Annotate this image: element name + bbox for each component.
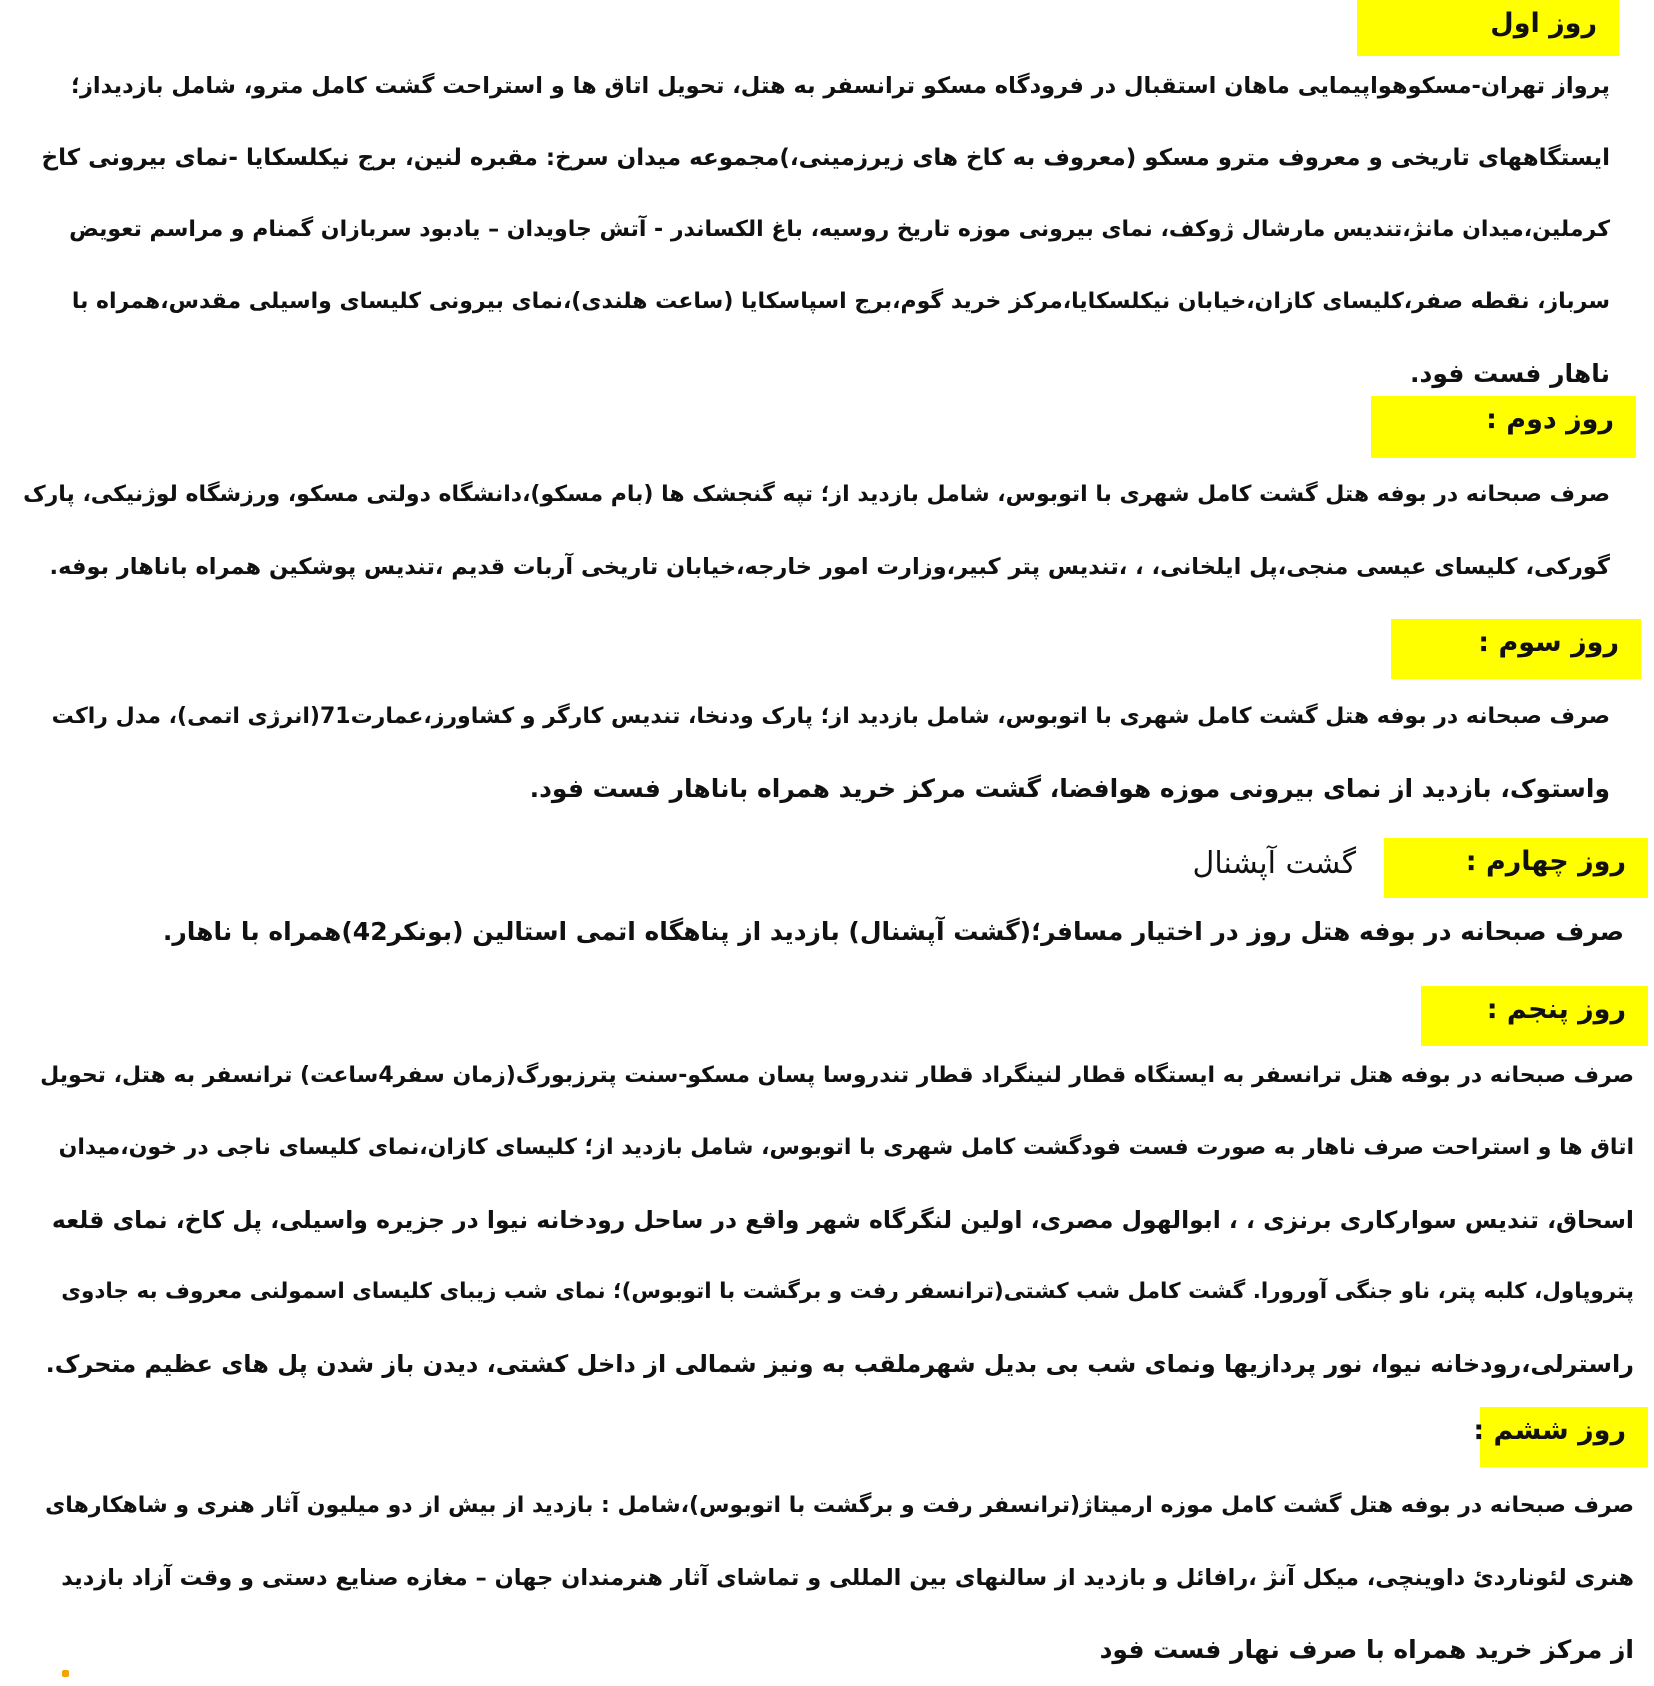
day-5-line-3: اسحاق، تندیس سوارکاری برنزی ، ، ابوالهول مصری، اولین لنگرگاه شهر واقع در ساحل رودخانه نیوا در جزیره واسیلی، پل کاخ، نمای قلعه — [51, 1206, 1634, 1234]
day-1-line-5: ناهار فست فود. — [1410, 359, 1610, 388]
day-4-subtitle: گشت آپشنال — [1192, 846, 1356, 881]
day-3-description — [40, 681, 1610, 825]
day-6-description — [34, 1470, 1634, 1686]
day-2-description — [20, 459, 1610, 603]
day-5-line-5: راسترلی،رودخانه نیوا، نور پردازیها ونمای شب بی بدیل شهرملقب به ونیز شمالی از داخل کشتی، دیدن باز شدن پل های عظیم متحرک. — [45, 1350, 1634, 1378]
day-2-line-2: گورکی، کلیسای عیسی منجی،پل ایلخانی، ، ،تندیس پتر کبیر،وزارت امور خارجه،خیابان تاریخی آربات قدیم ،تندیس پوشکین همراه باناهار بوفه. — [49, 554, 1610, 580]
day-6-line-2: هنری لئوناردیٔ داوینچی، میکل آنژ ،رافائل و بازدید از سالنهای بین المللی و تماشای آثار هنرمندان جهان – مغازه صنایع دستی و وقت آزاد بازدید — [61, 1565, 1634, 1591]
day-4-line-1: صرف صبحانه در بوفه هتل روز در اختیار مسافر؛(گشت آپشنال) بازدید از پناهگاه اتمی استالین (بونکر42)همراه با ناهار. — [162, 917, 1624, 946]
day-5-line-2: اتاق ها و استراحت صرف ناهار به صورت فست فودگشت کامل شهری با اتوبوس، شامل بازدید از؛ کلیسای کازان،نمای کلیسای ناجی در خون،میدان — [58, 1135, 1634, 1160]
decorative-mark — [62, 1670, 69, 1677]
day-4-description — [44, 896, 1624, 968]
day-3-label: روز سوم : — [1391, 619, 1641, 679]
day-1-label: روز اول — [1357, 0, 1619, 56]
day-1-description — [40, 50, 1610, 410]
day-5-label: روز پنجم : — [1421, 986, 1648, 1046]
day-1-line-4: سرباز، نقطه صفر،کلیسای کازان،خیابان نیکلسکایا،مرکز خرید گوم،برج اسپاسکایا (ساعت هلندی)،نمای بیرونی کلیسای واسیلی مقدس،همراه با — [71, 289, 1610, 314]
day-1-line-2: ایستگاههای تاریخی و معروف مترو مسکو (معروف به کاخ های زیرزمینی،)مجموعه میدان سرخ: مقبره لنین، برج نیکلسکایا -نمای بیرونی کاخ — [41, 145, 1610, 171]
day-6-line-3: از مرکز خرید همراه با صرف نهار فست فود — [1099, 1635, 1634, 1664]
day-3-line-1: صرف صبحانه در بوفه هتل گشت کامل شهری با اتوبوس، شامل بازدید از؛ پارک ودنخا، تندیس کارگر و کشاورز،عمارت71(انرژی اتمی)، مدل راکت — [51, 704, 1610, 729]
day-5-line-4: پتروپاول، کلبه پتر، ناو جنگی آورورا. گشت کامل شب کشتی(ترانسفر رفت و برگشت با اتوبوس)؛ نمای شب زیبای کلیسای اسمولنی معروف به جادوی — [61, 1279, 1634, 1304]
day-4-label: روز چهارم : — [1384, 838, 1648, 898]
day-5-description — [34, 1040, 1634, 1400]
day-6-line-1: صرف صبحانه در بوفه هتل گشت کامل موزه ارمیتاژ(ترانسفر رفت و برگشت با اتوبوس)،شامل : بازدید از بیش از دو میلیون آثار هنری و شاهکارهای — [45, 1493, 1634, 1518]
day-2-label: روز دوم : — [1371, 396, 1636, 458]
day-2-line-1: صرف صبحانه در بوفه هتل گشت کامل شهری با اتوبوس، شامل بازدید از؛ تپه گنجشک ها (بام مسکو)،دانشگاه دولتی مسکو، ورزشگاه لوژنیکی، پارک — [23, 482, 1610, 507]
day-5-line-1: صرف صبحانه در بوفه هتل ترانسفر به ایستگاه قطار لنینگراد قطار تندروسا پسان مسکو-سنت پترزبورگ(زمان سفر4ساعت) ترانسفر به هتل، تحویل — [40, 1063, 1634, 1088]
day-1-line-1: پرواز تهران-مسکوهواپیمایی ماهان استقبال در فرودگاه مسکو ترانسفر به هتل، تحویل اتاق ها و استراحت گشت کامل مترو، شامل بازدیداز؛ — [70, 73, 1610, 99]
day-1-line-3: کرملین،میدان مانژ،تندیس مارشال ژوکف، نمای بیرونی موزه تاریخ روسیه، باغ الکساندر - آتش جاویدان – یادبود سربازان گمنام و مراسم تعویض — [69, 217, 1610, 242]
day-6-label: روز ششم : — [1480, 1407, 1648, 1467]
day-3-line-2: واستوک، بازدید از نمای بیرونی موزه هوافضا، گشت مرکز خرید همراه باناهار فست فود. — [529, 774, 1610, 803]
